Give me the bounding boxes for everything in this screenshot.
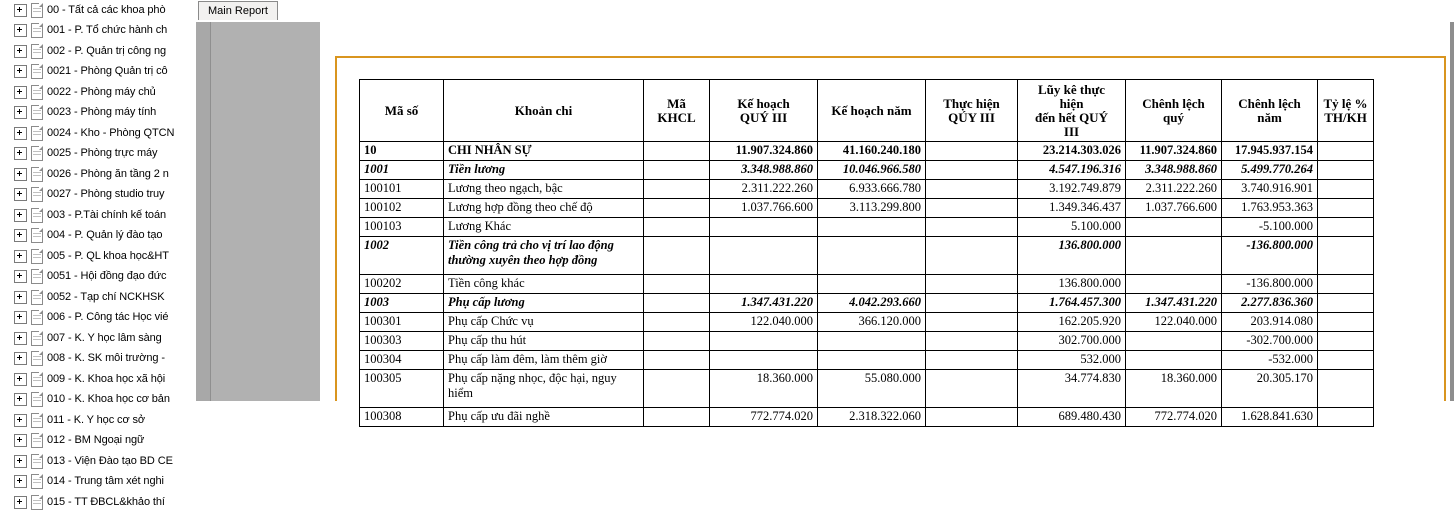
document-icon: [31, 187, 43, 202]
cell-value: [1126, 275, 1222, 294]
column-header: Kế hoạch QUÝ III: [710, 80, 818, 142]
document-icon: [31, 126, 43, 141]
cell-value: [1126, 218, 1222, 237]
cell-value: [818, 275, 926, 294]
cell-value: 689.480.430: [1018, 408, 1126, 427]
cell-value: 5.499.770.264: [1222, 161, 1318, 180]
cell-value: 2.311.222.260: [710, 180, 818, 199]
expand-plus-icon[interactable]: [14, 414, 27, 427]
cell-code: 1002: [360, 237, 444, 275]
cell-description: Tiền lương: [444, 161, 644, 180]
cell-value: 55.080.000: [818, 370, 926, 408]
cell-value: [1318, 332, 1374, 351]
cell-description: Lương hợp đồng theo chế độ: [444, 199, 644, 218]
document-icon: [31, 64, 43, 79]
tree-item[interactable]: [0, 308, 196, 329]
column-header: Khoản chi: [444, 80, 644, 142]
cell-value: 11.907.324.860: [710, 142, 818, 161]
tree-item[interactable]: [0, 164, 196, 185]
table-body: [360, 142, 1374, 427]
cell-value: [644, 275, 710, 294]
cell-value: [644, 408, 710, 427]
tree-item[interactable]: [0, 185, 196, 206]
report-left-gutter: [196, 22, 211, 401]
report-tabstrip[interactable]: [196, 0, 1450, 23]
cell-value: [644, 180, 710, 199]
tree-item-label: 00 - Tất cả các khoa phò: [47, 3, 166, 16]
tree-item-label: 0025 - Phòng trực máy: [47, 147, 158, 160]
cell-value: [926, 351, 1018, 370]
document-icon: [31, 3, 43, 18]
cell-value: [818, 237, 926, 275]
tree-item-label: 0051 - Hội đồng đạo đức: [47, 270, 167, 283]
tab-main-report[interactable]: Main Report: [198, 1, 278, 20]
cell-value: 1.037.766.600: [1126, 199, 1222, 218]
tree-item[interactable]: [0, 41, 196, 62]
expand-plus-icon[interactable]: [14, 209, 27, 222]
cell-description: Phụ cấp lương: [444, 294, 644, 313]
cell-value: [1318, 237, 1374, 275]
document-icon: [31, 413, 43, 428]
tree-item-label: 006 - P. Công tác Học vié: [47, 311, 169, 324]
expand-plus-icon[interactable]: [14, 24, 27, 37]
cell-value: 3.348.988.860: [1126, 161, 1222, 180]
expand-plus-icon[interactable]: [14, 352, 27, 365]
cell-value: 6.933.666.780: [818, 180, 926, 199]
cell-value: 2.277.836.360: [1222, 294, 1318, 313]
cell-value: [1126, 351, 1222, 370]
cell-code: 100102: [360, 199, 444, 218]
cell-value: 1.764.457.300: [1018, 294, 1126, 313]
cell-value: [1318, 218, 1374, 237]
cell-code: 100103: [360, 218, 444, 237]
document-icon: [31, 167, 43, 182]
cell-value: 1.347.431.220: [710, 294, 818, 313]
tree-item[interactable]: [0, 226, 196, 247]
cell-value: [1318, 161, 1374, 180]
table-header-row: [360, 80, 1374, 142]
tree-item-label: 003 - P.Tài chính kế toán: [47, 208, 166, 221]
cell-value: [710, 237, 818, 275]
cell-description: Phụ cấp thu hút: [444, 332, 644, 351]
cell-value: 1.763.953.363: [1222, 199, 1318, 218]
cell-value: [1318, 275, 1374, 294]
column-header: Chênh lệch năm: [1222, 80, 1318, 142]
table-row: [360, 332, 1374, 351]
cell-value: [1318, 313, 1374, 332]
document-icon: [31, 454, 43, 469]
cell-value: 1.347.431.220: [1126, 294, 1222, 313]
column-header: Lũy kê thực hiện đến hết QUÝ III: [1018, 80, 1126, 142]
cell-value: 3.740.916.901: [1222, 180, 1318, 199]
expand-plus-icon[interactable]: [14, 393, 27, 406]
expand-plus-icon[interactable]: [14, 496, 27, 509]
cell-value: 1.349.346.437: [1018, 199, 1126, 218]
tree-item-label: 011 - K. Y học cơ sở: [47, 413, 146, 426]
document-icon: [31, 44, 43, 59]
cell-value: [644, 370, 710, 408]
cell-value: [710, 351, 818, 370]
document-icon: [31, 228, 43, 243]
document-icon: [31, 269, 43, 284]
tree-item[interactable]: [0, 123, 196, 144]
cell-value: [710, 275, 818, 294]
expand-plus-icon[interactable]: [14, 4, 27, 17]
department-tree-panel[interactable]: [0, 0, 197, 508]
expand-plus-icon[interactable]: [14, 147, 27, 160]
tree-item[interactable]: [0, 369, 196, 390]
expand-plus-icon[interactable]: [14, 332, 27, 345]
tree-item[interactable]: [0, 103, 196, 124]
expand-plus-icon[interactable]: [14, 45, 27, 58]
table-row: [360, 408, 1374, 427]
cell-value: [818, 218, 926, 237]
column-header: Mã KHCL: [644, 80, 710, 142]
cell-code: 10: [360, 142, 444, 161]
cell-code: 100305: [360, 370, 444, 408]
cell-value: -136.800.000: [1222, 237, 1318, 275]
cell-value: [926, 332, 1018, 351]
tree-item-label: 005 - P. QL khoa học&HT: [47, 249, 169, 262]
cell-value: -302.700.000: [1222, 332, 1318, 351]
tree-item[interactable]: [0, 451, 196, 472]
cell-value: [926, 370, 1018, 408]
tree-item[interactable]: [0, 21, 196, 42]
document-icon: [31, 351, 43, 366]
tree-item[interactable]: [0, 328, 196, 349]
cell-value: [1318, 294, 1374, 313]
cell-description: Phụ cấp ưu đãi nghề: [444, 408, 644, 427]
report-page: [320, 22, 1450, 423]
table-row: [360, 294, 1374, 313]
cell-value: -136.800.000: [1222, 275, 1318, 294]
cell-value: [644, 161, 710, 180]
cell-value: 302.700.000: [1018, 332, 1126, 351]
cell-value: [710, 332, 818, 351]
expand-plus-icon[interactable]: [14, 291, 27, 304]
report-viewer: [196, 22, 1450, 423]
cell-value: [644, 218, 710, 237]
cell-description: Lương theo ngạch, bậc: [444, 180, 644, 199]
tree-item-label: 008 - K. SK môi trường -: [47, 352, 165, 365]
tree-item-label: 0021 - Phòng Quản trị cô: [47, 65, 168, 78]
cell-code: 1001: [360, 161, 444, 180]
cell-value: 4.547.196.316: [1018, 161, 1126, 180]
expand-plus-icon[interactable]: [14, 311, 27, 324]
tree-item-label: 0052 - Tạp chí NCKHSK: [47, 290, 165, 303]
cell-value: [1126, 332, 1222, 351]
cell-value: [926, 275, 1018, 294]
cell-code: 100308: [360, 408, 444, 427]
column-header: Thực hiện QÚY III: [926, 80, 1018, 142]
cell-value: [926, 142, 1018, 161]
cell-value: [926, 237, 1018, 275]
cell-value: [644, 313, 710, 332]
cell-value: [1318, 351, 1374, 370]
cell-value: [1126, 237, 1222, 275]
expand-plus-icon[interactable]: [14, 229, 27, 242]
cell-value: 4.042.293.660: [818, 294, 926, 313]
table-row: [360, 218, 1374, 237]
cell-description: Phụ cấp làm đêm, làm thêm giờ: [444, 351, 644, 370]
tree-item-label: 014 - Trung tâm xét nghi: [47, 475, 164, 488]
column-header: Kế hoạch năm: [818, 80, 926, 142]
cell-value: [818, 351, 926, 370]
cell-code: 100101: [360, 180, 444, 199]
tree-item[interactable]: [0, 349, 196, 370]
cell-value: 5.100.000: [1018, 218, 1126, 237]
document-icon: [31, 433, 43, 448]
column-header: Mã số: [360, 80, 444, 142]
cell-value: 136.800.000: [1018, 237, 1126, 275]
document-icon: [31, 208, 43, 223]
cell-code: 1003: [360, 294, 444, 313]
cell-value: 366.120.000: [818, 313, 926, 332]
tree-item-label: 010 - K. Khoa học cơ bản: [47, 393, 170, 406]
cell-value: [926, 408, 1018, 427]
tree-item[interactable]: [0, 267, 196, 288]
cell-value: [818, 332, 926, 351]
expand-plus-icon[interactable]: [14, 65, 27, 78]
tree-item-label: 0022 - Phòng máy chủ: [47, 85, 156, 98]
table-row: [360, 370, 1374, 408]
cell-description: Tiền công trả cho vị trí lao động thường xuyên theo hợp đồng: [444, 237, 644, 275]
page-shadow: [1450, 22, 1454, 401]
expand-plus-icon[interactable]: [14, 86, 27, 99]
document-icon: [31, 372, 43, 387]
table-row: [360, 313, 1374, 332]
cell-value: 3.192.749.879: [1018, 180, 1126, 199]
tree-item[interactable]: [0, 82, 196, 103]
document-icon: [31, 331, 43, 346]
tree-item[interactable]: [0, 492, 196, 513]
cell-value: [644, 237, 710, 275]
table-row: [360, 351, 1374, 370]
tree-item-label: 001 - P. Tổ chức hành ch: [47, 24, 168, 37]
cell-value: 18.360.000: [710, 370, 818, 408]
table-row: [360, 180, 1374, 199]
cell-value: -532.000: [1222, 351, 1318, 370]
table-row: [360, 275, 1374, 294]
cell-value: -5.100.000: [1222, 218, 1318, 237]
document-icon: [31, 392, 43, 407]
cell-value: [710, 218, 818, 237]
document-icon: [31, 249, 43, 264]
tree-item[interactable]: [0, 472, 196, 493]
document-icon: [31, 310, 43, 325]
cell-value: [1318, 408, 1374, 427]
tree-item[interactable]: [0, 246, 196, 267]
cell-value: 772.774.020: [710, 408, 818, 427]
cell-value: 23.214.303.026: [1018, 142, 1126, 161]
expense-report-table: [359, 79, 1374, 427]
document-icon: [31, 495, 43, 510]
cell-value: [1318, 180, 1374, 199]
cell-code: 100304: [360, 351, 444, 370]
cell-value: [926, 313, 1018, 332]
cell-value: 2.318.322.060: [818, 408, 926, 427]
cell-value: [926, 199, 1018, 218]
cell-value: 162.205.920: [1018, 313, 1126, 332]
tree-item-label: 015 - TT ĐBCL&khảo thí: [47, 495, 165, 508]
cell-value: 772.774.020: [1126, 408, 1222, 427]
table-row: [360, 142, 1374, 161]
tree-item[interactable]: [0, 0, 196, 21]
cell-value: 20.305.170: [1222, 370, 1318, 408]
table-row: [360, 199, 1374, 218]
cell-value: 3.113.299.800: [818, 199, 926, 218]
tree-item[interactable]: [0, 390, 196, 411]
cell-value: 1.628.841.630: [1222, 408, 1318, 427]
document-icon: [31, 23, 43, 38]
document-icon: [31, 474, 43, 489]
expand-plus-icon[interactable]: [14, 270, 27, 283]
table-row: [360, 161, 1374, 180]
tree-item[interactable]: [0, 410, 196, 431]
document-icon: [31, 85, 43, 100]
expand-plus-icon[interactable]: [14, 455, 27, 468]
cell-value: 203.914.080: [1222, 313, 1318, 332]
expand-plus-icon[interactable]: [14, 434, 27, 447]
cell-value: [644, 332, 710, 351]
column-header: Tỷ lệ % TH/KH: [1318, 80, 1374, 142]
document-icon: [31, 290, 43, 305]
cell-value: [1318, 199, 1374, 218]
tree-item-label: 012 - BM Ngoại ngữ: [47, 434, 145, 447]
tree-item-label: 009 - K. Khoa học xã hội: [47, 372, 166, 385]
tree-item[interactable]: [0, 431, 196, 452]
tree-item-label: 004 - P. Quản lý đào tạo: [47, 229, 163, 242]
tree-item[interactable]: [0, 205, 196, 226]
cell-value: 122.040.000: [710, 313, 818, 332]
cell-value: [644, 199, 710, 218]
cell-code: 100202: [360, 275, 444, 294]
tree-item-label: 002 - P. Quản trị công ng: [47, 44, 166, 57]
cell-value: [926, 180, 1018, 199]
cell-value: 41.160.240.180: [818, 142, 926, 161]
tree-item-label: 0023 - Phòng máy tính: [47, 106, 157, 119]
cell-description: Phụ cấp Chức vụ: [444, 313, 644, 332]
cell-value: [644, 142, 710, 161]
cell-description: CHI NHÂN SỰ: [444, 142, 644, 161]
cell-value: 3.348.988.860: [710, 161, 818, 180]
cell-description: Tiền công khác: [444, 275, 644, 294]
cell-value: [644, 294, 710, 313]
department-tree-list[interactable]: [0, 0, 196, 513]
cell-description: Lương Khác: [444, 218, 644, 237]
cell-value: [926, 294, 1018, 313]
cell-description: Phụ cấp nặng nhọc, độc hại, nguy hiểm: [444, 370, 644, 408]
cell-value: 34.774.830: [1018, 370, 1126, 408]
table-header: [360, 80, 1374, 142]
cell-code: 100303: [360, 332, 444, 351]
expand-plus-icon[interactable]: [14, 475, 27, 488]
cell-value: 10.046.966.580: [818, 161, 926, 180]
tree-item-label: 013 - Viện Đào tạo BD CE: [47, 454, 173, 467]
cell-value: [644, 351, 710, 370]
tree-item[interactable]: [0, 144, 196, 165]
cell-value: 532.000: [1018, 351, 1126, 370]
report-page-surface: [211, 22, 1450, 423]
tree-item[interactable]: [0, 62, 196, 83]
cell-code: 100301: [360, 313, 444, 332]
cell-value: 18.360.000: [1126, 370, 1222, 408]
cell-value: 11.907.324.860: [1126, 142, 1222, 161]
report-panel: [196, 0, 1450, 423]
cell-value: 136.800.000: [1018, 275, 1126, 294]
column-header: Chênh lệch quý: [1126, 80, 1222, 142]
tree-item[interactable]: [0, 287, 196, 308]
expand-plus-icon[interactable]: [14, 106, 27, 119]
table-row: [360, 237, 1374, 275]
cell-value: 1.037.766.600: [710, 199, 818, 218]
cell-value: [926, 218, 1018, 237]
document-icon: [31, 105, 43, 120]
tree-item-label: 0026 - Phòng ăn tầng 2 n: [47, 167, 169, 180]
tree-item-label: 0027 - Phòng studio truy: [47, 188, 165, 201]
cell-value: 17.945.937.154: [1222, 142, 1318, 161]
expand-plus-icon[interactable]: [14, 373, 27, 386]
expand-plus-icon[interactable]: [14, 127, 27, 140]
expand-plus-icon[interactable]: [14, 188, 27, 201]
cell-value: [926, 161, 1018, 180]
cell-value: 122.040.000: [1126, 313, 1222, 332]
tree-item-label: 007 - K. Y học lâm sàng: [47, 331, 162, 344]
expand-plus-icon[interactable]: [14, 250, 27, 263]
document-icon: [31, 146, 43, 161]
cell-value: [1318, 142, 1374, 161]
cell-value: [1318, 370, 1374, 408]
expand-plus-icon[interactable]: [14, 168, 27, 181]
tree-item-label: 0024 - Kho - Phòng QTCN: [47, 126, 175, 139]
cell-value: 2.311.222.260: [1126, 180, 1222, 199]
